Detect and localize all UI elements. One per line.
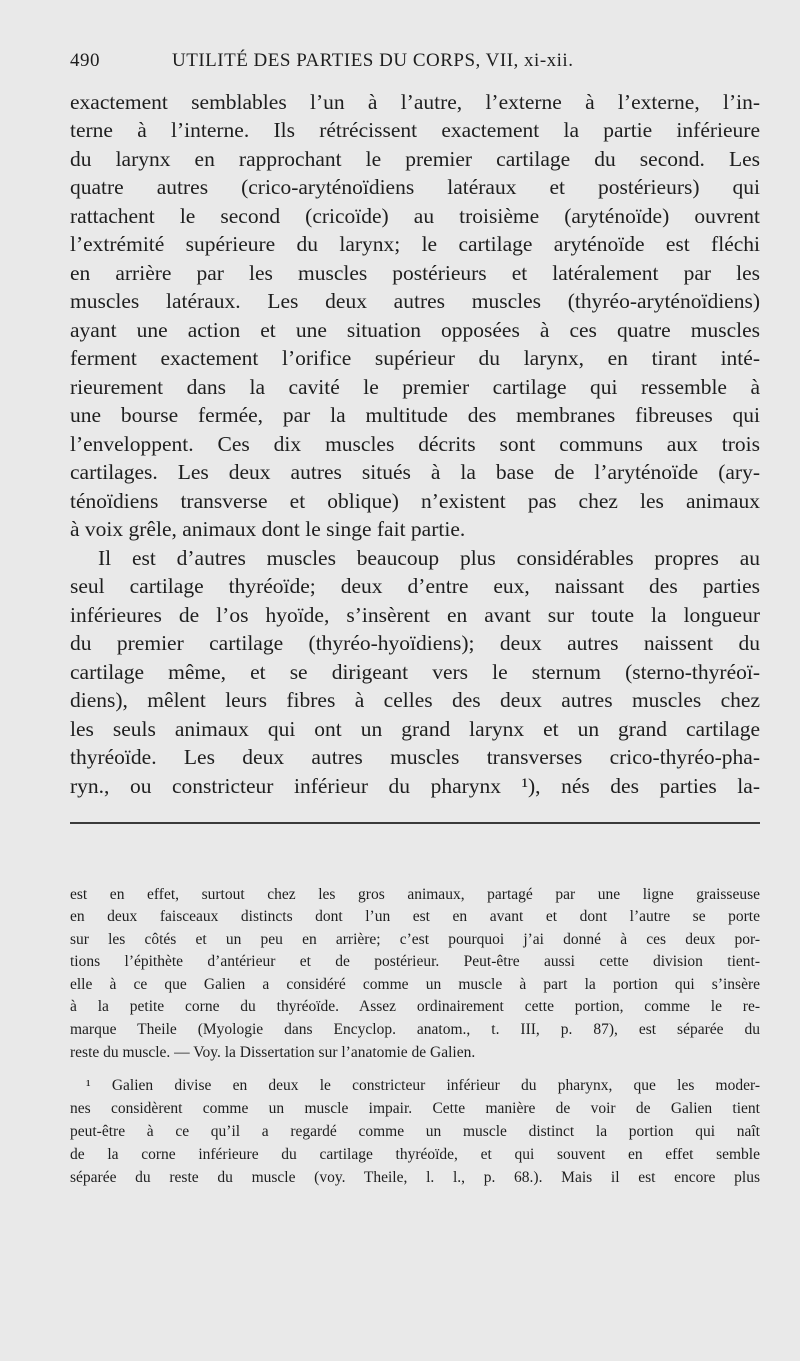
footnote-line: de la corne inférieure du cartilage thyréoïde, et qui souvent en effet semble — [70, 1146, 760, 1163]
body-line: ryn., ou constricteur inférieur du pharynx ¹), nés des parties la- — [70, 774, 760, 798]
body-line: du larynx en rapprochant le premier cartilage du second. Les — [70, 147, 760, 171]
body-line: ferment exactement l’orifice supérieur du larynx, en tirant inté- — [70, 346, 760, 370]
footnote-line: marque Theile (Myologie dans Encyclop. anatom., t. III, p. 87), est séparée du — [70, 1021, 760, 1038]
footnote-line: ¹ Galien divise en deux le constricteur inférieur du pharynx, que les moder- — [86, 1077, 760, 1094]
body-line: cartilages. Les deux autres situés à la base de l’aryténoïde (ary- — [70, 460, 760, 484]
footnote-line: sur les côtés et un peu en arrière; c’est pourquoi j’ai donné à ces deux por- — [70, 931, 760, 948]
footnote-line: nes considèrent comme un muscle impair. Cette manière de voir de Galien tient — [70, 1100, 760, 1117]
body-line: quatre autres (crico-aryténoïdiens latéraux et postérieurs) qui — [70, 175, 760, 199]
page-number: 490 — [70, 50, 100, 71]
body-line: thyréoïde. Les deux autres muscles transverses crico-thyréo-pha- — [70, 745, 760, 769]
body-line: seul cartilage thyréoïde; deux d’entre eux, naissant des parties — [70, 574, 760, 598]
body-line: rieurement dans la cavité le premier cartilage qui ressemble à — [70, 375, 760, 399]
body-line: Il est d’autres muscles beaucoup plus considérables propres au — [98, 546, 760, 570]
body-line: à voix grêle, animaux dont le singe fait partie. — [70, 517, 466, 541]
footnote-line: est en effet, surtout chez les gros animaux, partagé par une ligne graisseuse — [70, 886, 760, 903]
body-line: cartilage même, et se dirigeant vers le sternum (sterno-thyréoï- — [70, 660, 760, 684]
body-line: muscles latéraux. Les deux autres muscles (thyréo-aryténoïdiens) — [70, 289, 760, 313]
footnote-line: reste du muscle. — Voy. la Dissertation sur l’anatomie de Galien. — [70, 1044, 476, 1061]
body-line: ayant une action et une situation opposées à ces quatre muscles — [70, 318, 760, 342]
body-line: les seuls animaux qui ont un grand larynx et un grand cartilage — [70, 717, 760, 741]
running-title: UTILITÉ DES PARTIES DU CORPS, VII, xi-xii. — [172, 50, 574, 71]
footnote-line: tions l’épithète d’antérieur et de postérieur. Peut-être aussi cette division tient- — [70, 953, 760, 970]
body-line: l’extrémité supérieure du larynx; le cartilage aryténoïde est fléchi — [70, 232, 760, 256]
body-line: exactement semblables l’un à l’autre, l’externe à l’externe, l’in- — [70, 90, 760, 114]
body-line: inférieures de l’os hyoïde, s’insèrent en avant sur toute la longueur — [70, 603, 760, 627]
footnote-line: à la petite corne du thyréoïde. Assez ordinairement cette portion, comme le re- — [70, 998, 760, 1015]
body-line: du premier cartilage (thyréo-hyoïdiens); deux autres naissent du — [70, 631, 760, 655]
footnote-line: en deux faisceaux distincts dont l’un est en avant et dont l’autre se porte — [70, 908, 760, 925]
footnote-line: peut-être à ce qu’il a regardé comme un muscle distinct la portion qui naît — [70, 1123, 760, 1140]
footnote-line: séparée du reste du muscle (voy. Theile, l. l., p. 68.). Mais il est encore plus — [70, 1169, 760, 1186]
body-line: l’enveloppent. Ces dix muscles décrits sont communs aux trois — [70, 432, 760, 456]
body-line: en arrière par les muscles postérieurs et latéralement par les — [70, 261, 760, 285]
footnote-separator — [70, 822, 760, 824]
body-line: terne à l’interne. Ils rétrécissent exactement la partie inférieure — [70, 118, 760, 142]
body-line: une bourse fermée, par la multitude des membranes fibreuses qui — [70, 403, 760, 427]
body-line: rattachent le second (cricoïde) au troisième (aryténoïde) ouvrent — [70, 204, 760, 228]
body-line: ténoïdiens transverse et oblique) n’existent pas chez les animaux — [70, 489, 760, 513]
body-line: diens), mêlent leurs fibres à celles des deux autres muscles chez — [70, 688, 760, 712]
footnote-line: elle à ce que Galien a considéré comme un muscle à part la portion qui s’insère — [70, 976, 760, 993]
